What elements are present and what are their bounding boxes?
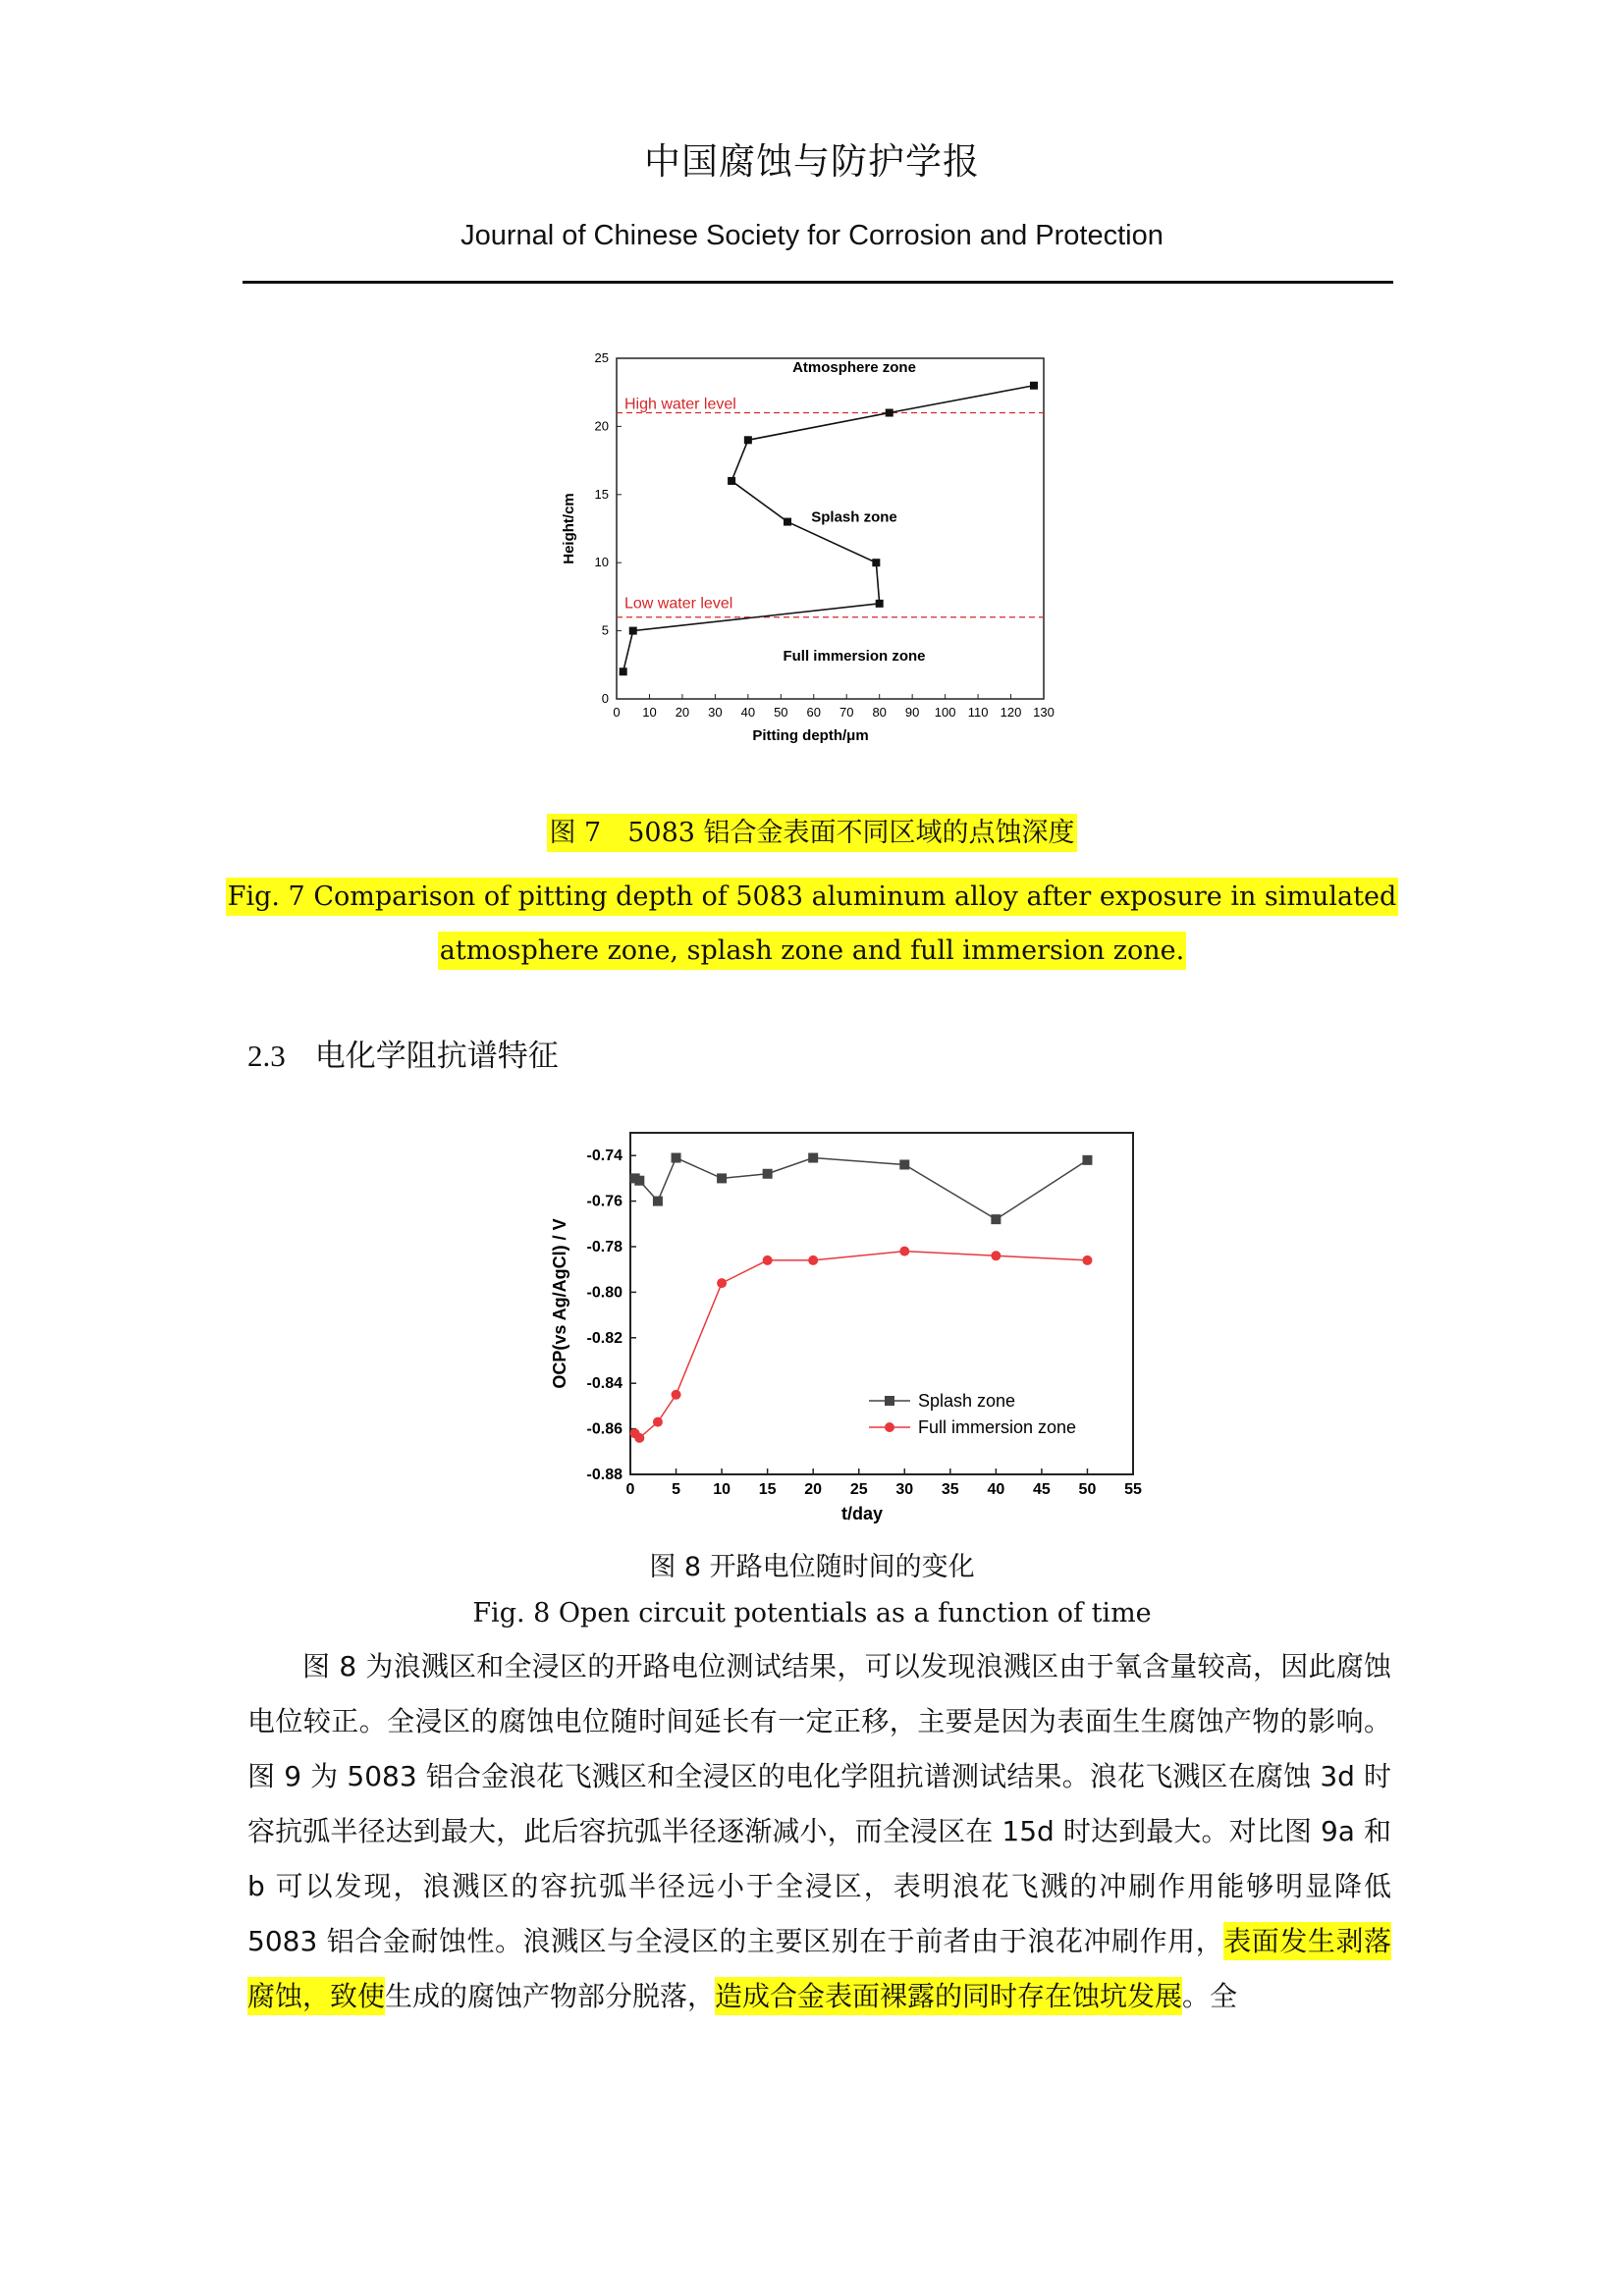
x-tick-label: 110 — [967, 705, 989, 720]
x-tick-label: 30 — [708, 705, 723, 720]
x-tick-label: 15 — [758, 1481, 777, 1498]
figure-7-svg — [550, 339, 1080, 761]
data-point — [991, 1251, 1001, 1260]
section-number: 2.3 — [247, 1039, 286, 1073]
journal-title-en: Journal of Chinese Society for Corrosion and Protection — [460, 220, 1164, 251]
journal-title-cn: 中国腐蚀与防护学报 — [644, 140, 980, 183]
y-tick-label: 25 — [594, 350, 609, 365]
section-heading — [247, 1031, 559, 1075]
x-tick-label: 20 — [804, 1481, 823, 1498]
data-point — [1082, 1255, 1092, 1265]
data-point — [634, 1176, 644, 1186]
data-point — [620, 667, 627, 675]
x-tick-label: 60 — [806, 705, 822, 720]
x-tick-label: 5 — [672, 1481, 680, 1498]
x-tick-label: 120 — [1000, 705, 1022, 720]
data-point — [876, 600, 884, 608]
x-tick-label: 10 — [642, 705, 657, 720]
body-text-2: 生成的腐蚀产物部分脱落， — [385, 1980, 716, 2012]
x-tick-label: 90 — [904, 705, 920, 720]
x-tick-label: 25 — [849, 1481, 868, 1498]
section-title: 电化学阻抗谱特征 — [314, 1039, 559, 1074]
legend-label: Full immersion zone — [918, 1417, 1077, 1437]
water-level-label: High water level — [624, 396, 736, 413]
y-tick-label: -0.74 — [586, 1148, 623, 1165]
legend-marker — [885, 1422, 894, 1432]
y-tick-label: -0.86 — [586, 1420, 623, 1438]
data-point — [763, 1255, 773, 1265]
zone-label: Full immersion zone — [783, 648, 926, 666]
x-tick-label: 100 — [934, 705, 956, 720]
x-tick-label: 70 — [839, 705, 854, 720]
data-point — [899, 1247, 909, 1256]
data-point — [672, 1153, 681, 1163]
data-point — [763, 1169, 773, 1179]
figure-7-chart — [550, 339, 1080, 761]
x-tick-label: 30 — [895, 1481, 914, 1498]
y-tick-label: 0 — [601, 691, 609, 706]
y-tick-label: -0.80 — [586, 1284, 623, 1302]
figure-7-caption-en-1: Fig. 7 Comparison of pitting depth of 5083 aluminum alloy after exposure in simulated — [0, 879, 1624, 916]
data-point — [717, 1173, 727, 1183]
y-tick-label: -0.76 — [586, 1193, 623, 1210]
x-tick-label: 50 — [1078, 1481, 1097, 1498]
x-tick-label: 50 — [774, 705, 788, 720]
y-tick-label: 10 — [594, 555, 609, 570]
y-axis-label: Height/cm — [561, 493, 577, 564]
zone-label: Atmosphere zone — [792, 358, 916, 376]
body-highlight-1: 表面发生剥落腐蚀，致使 — [247, 1922, 1391, 2015]
figure-7-caption-en-2: atmosphere zone, splash zone and full immersion zone. — [0, 933, 1624, 970]
header-divider — [243, 281, 1393, 284]
body-paragraph — [247, 1639, 1391, 2024]
y-tick-label: 20 — [594, 418, 609, 434]
figure-8-svg — [540, 1119, 1149, 1541]
x-tick-label: 0 — [613, 705, 621, 720]
data-point — [744, 436, 752, 444]
data-point — [784, 518, 791, 526]
data-point — [717, 1278, 727, 1288]
x-tick-label: 35 — [941, 1481, 959, 1498]
data-point — [899, 1159, 909, 1169]
data-point — [872, 559, 880, 566]
body-text-3: 。全 — [1182, 1980, 1238, 2012]
x-tick-label: 40 — [987, 1481, 1005, 1498]
figure-8-chart — [540, 1119, 1149, 1541]
legend-label: Splash zone — [918, 1391, 1016, 1411]
series-line-2 — [635, 1252, 1088, 1438]
legend-marker — [885, 1396, 894, 1406]
x-tick-label: 40 — [740, 705, 756, 720]
figure-8-caption-en: Fig. 8 Open circuit potentials as a function of time — [472, 1598, 1152, 1629]
y-tick-label: 15 — [594, 486, 609, 502]
x-axis-label: Pitting depth/μm — [752, 727, 869, 744]
x-tick-label: 55 — [1124, 1481, 1142, 1498]
data-point — [1082, 1155, 1092, 1165]
x-tick-label: 10 — [713, 1481, 731, 1498]
data-point — [653, 1197, 663, 1206]
data-point — [808, 1255, 818, 1265]
figure-8-caption-cn: 图 8 开路电位随时间的变化 — [649, 1552, 975, 1582]
y-axis-label: OCP(vs Ag/AgCl) / V — [550, 1218, 569, 1389]
zone-label: Splash zone — [811, 508, 897, 526]
y-tick-label: -0.78 — [586, 1239, 623, 1255]
y-tick-label: -0.88 — [586, 1467, 623, 1483]
x-tick-label: 20 — [675, 705, 690, 720]
data-point — [672, 1390, 681, 1400]
data-point — [634, 1433, 644, 1443]
data-point — [653, 1417, 663, 1427]
body-highlight-2: 造成合金表面裸露的同时存在蚀坑发展 — [715, 1977, 1182, 2015]
body-text-1: 图 8 为浪溅区和全浸区的开路电位测试结果，可以发现浪溅区由于氧含量较高，因此腐蚀电位较正。全浸区的腐蚀电位随时间延长有一定正移，主要是因为表面生生腐蚀产物的影响。图 9 为 5083 铝合金浪花飞溅区和全浸区的电化学阻抗谱测试结果。浪花飞溅区在腐蚀 3d 时容抗弧半径达到最大，此后容抗弧半径逐渐减小，而全浸区在 15d 时达到最大。对比图 9a 和 b 可以发现，浪溅区的容抗弧半径远小于全浸区，表明浪花飞溅的冲刷作用能够明显降低 5083 铝合金耐蚀性。浪溅区与全浸区的主要区别在于前者由于浪花冲刷作用， — [247, 1650, 1391, 1957]
y-tick-label: -0.84 — [586, 1375, 623, 1393]
data-point — [629, 627, 637, 635]
data-point — [886, 409, 893, 417]
data-point — [808, 1153, 818, 1163]
x-tick-label: 80 — [872, 705, 887, 720]
x-tick-label: 130 — [1033, 705, 1055, 720]
y-tick-label: -0.82 — [586, 1329, 623, 1347]
data-point — [728, 477, 735, 485]
series-line-1 — [635, 1158, 1088, 1220]
x-tick-label: 45 — [1033, 1481, 1051, 1498]
water-level-label: Low water level — [624, 595, 733, 613]
y-tick-label: 5 — [601, 622, 609, 638]
x-tick-label: 0 — [625, 1481, 635, 1498]
pitting-depth-line — [623, 386, 1034, 671]
figure-7-caption-cn: 图 7 5083 铝合金表面不同区域的点蚀深度 — [0, 815, 1624, 852]
data-point — [991, 1214, 1001, 1224]
data-point — [1030, 382, 1038, 390]
x-axis-label: t/day — [840, 1504, 884, 1523]
